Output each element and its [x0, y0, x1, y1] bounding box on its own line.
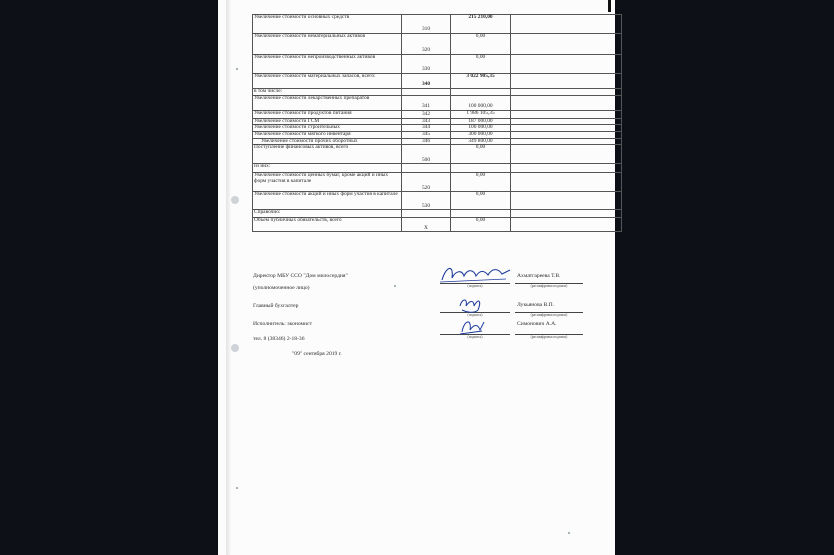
row-label: Увеличение стоимости продуктов питания — [253, 110, 402, 118]
row-code: 320 — [402, 34, 451, 55]
row-value: 0,00 — [451, 55, 511, 74]
row-extra — [511, 15, 622, 34]
row-extra — [511, 89, 622, 96]
row-label: Увеличение стоимости прочих оборотных — [253, 138, 402, 145]
row-label: Увеличение стоимости акций и иных форм участия в капитале — [253, 192, 402, 210]
row-code: 520 — [402, 173, 451, 192]
row-extra — [511, 173, 622, 192]
name-hint: (расшифровка подписи) — [530, 284, 568, 288]
row-value: 187 000,00 — [451, 118, 511, 125]
scan-speck — [236, 68, 238, 70]
row-label: Увеличение стоимости ценных бумаг, кроме акций и иных форм участия в капитале — [253, 173, 402, 192]
row-code: 310 — [402, 15, 451, 34]
executor-title: Исполнитель: экономист — [253, 321, 313, 327]
row-extra — [511, 110, 622, 118]
table-row — [253, 192, 622, 210]
signature-hint: (подпись) — [467, 284, 483, 288]
row-label: Увеличение стоимости непроизводственных активов — [253, 55, 402, 74]
accountant-name: Лукьянова В.П. — [517, 302, 555, 308]
row-label: Объем публичных обязательств, всего — [253, 218, 402, 232]
name-hint: (расшифровка подписи) — [530, 335, 568, 339]
row-code — [402, 89, 451, 96]
row-code: 500 — [402, 145, 451, 164]
row-label: в том числе: — [253, 89, 402, 96]
row-extra — [511, 34, 622, 55]
row-value: 0,00 — [451, 192, 511, 210]
row-code — [402, 164, 451, 173]
row-code: 346 — [402, 138, 451, 145]
row-code: 342 — [402, 110, 451, 118]
row-code: 343 — [402, 118, 451, 125]
table-row — [253, 145, 622, 164]
table-row — [253, 55, 622, 74]
row-code: X — [402, 218, 451, 232]
director-name: Ахматгареева Т.В. — [517, 273, 561, 279]
row-label: Увеличение стоимости лекарственных препаратов — [253, 95, 402, 110]
row-value: 215 210,00 — [451, 15, 511, 34]
row-code: 341 — [402, 95, 451, 110]
row-extra — [511, 145, 622, 164]
row-value: 0,00 — [451, 145, 511, 164]
director-subtitle: (уполномоченное лицо) — [253, 285, 310, 291]
row-label: из них: — [253, 164, 402, 173]
accountant-title: Главный бухгалтер — [253, 303, 299, 309]
signature-hint: (подпись) — [467, 335, 483, 339]
signature-hint: (подпись) — [467, 313, 483, 317]
scan-speck — [394, 285, 396, 287]
row-value: 0,00 — [451, 34, 511, 55]
row-extra — [511, 118, 622, 125]
name-hint: (расшифровка подписи) — [530, 313, 568, 317]
row-code: 330 — [402, 55, 451, 74]
row-extra — [511, 55, 622, 74]
row-label: Увеличение стоимости основных средств — [253, 15, 402, 34]
row-value: 349 800,00 — [451, 138, 511, 145]
row-value: 1 986 105,35 — [451, 110, 511, 118]
row-label: Увеличение стоимости ГСМ — [253, 118, 402, 125]
row-value: 0,00 — [451, 218, 511, 232]
executor-name: Симонович А.А. — [517, 321, 557, 327]
table-row — [253, 95, 622, 110]
row-extra — [511, 125, 622, 132]
row-value: 100 000,00 — [451, 95, 511, 110]
page-edge-mark — [608, 0, 611, 12]
row-value — [451, 89, 511, 96]
row-label: Увеличение стоимости мягкого инвентаря — [253, 132, 402, 139]
row-code: 345 — [402, 132, 451, 139]
table-row — [253, 173, 622, 192]
table-row — [253, 34, 622, 55]
director-signature — [436, 262, 516, 286]
row-extra — [511, 138, 622, 145]
phone-number: тел. 8 (38346) 2-18-36 — [253, 336, 305, 342]
executor-signature — [458, 316, 486, 336]
report-date: "09" сентября 2019 г. — [292, 351, 342, 357]
row-extra — [511, 192, 622, 210]
row-label: Поступление финансовых активов, всего — [253, 145, 402, 164]
row-code: 530 — [402, 192, 451, 210]
table-row — [253, 74, 622, 89]
row-extra — [511, 132, 622, 139]
row-label: Увеличение стоимости нематериальных активов — [253, 34, 402, 55]
punch-hole — [231, 344, 239, 352]
scan-speck — [568, 532, 570, 534]
scan-speck — [236, 487, 238, 489]
punch-hole — [231, 196, 239, 204]
row-label: Справочно: — [253, 210, 402, 218]
director-title: Директор МБУ ССО "Дом милосердия" — [253, 273, 348, 279]
row-value: 0,00 — [451, 173, 511, 192]
row-extra — [511, 210, 622, 218]
table-row — [253, 110, 622, 118]
row-code — [402, 210, 451, 218]
row-value: 100 000,00 — [451, 125, 511, 132]
row-value: 300 000,00 — [451, 132, 511, 139]
page-crease — [226, 0, 231, 555]
table-row — [253, 218, 622, 232]
row-code: 344 — [402, 125, 451, 132]
table-row — [253, 15, 622, 34]
row-value: 3 022 905,35 — [451, 74, 511, 89]
accountant-signature — [456, 294, 486, 314]
row-label: Увеличение стоимости материальных запасов, всего: — [253, 74, 402, 89]
row-code: 340 — [402, 74, 451, 89]
row-extra — [511, 95, 622, 110]
row-extra — [511, 74, 622, 89]
row-label: Увеличение стоимости строительных — [253, 125, 402, 132]
indicators-table — [252, 14, 622, 232]
row-extra — [511, 164, 622, 173]
row-extra — [511, 218, 622, 232]
